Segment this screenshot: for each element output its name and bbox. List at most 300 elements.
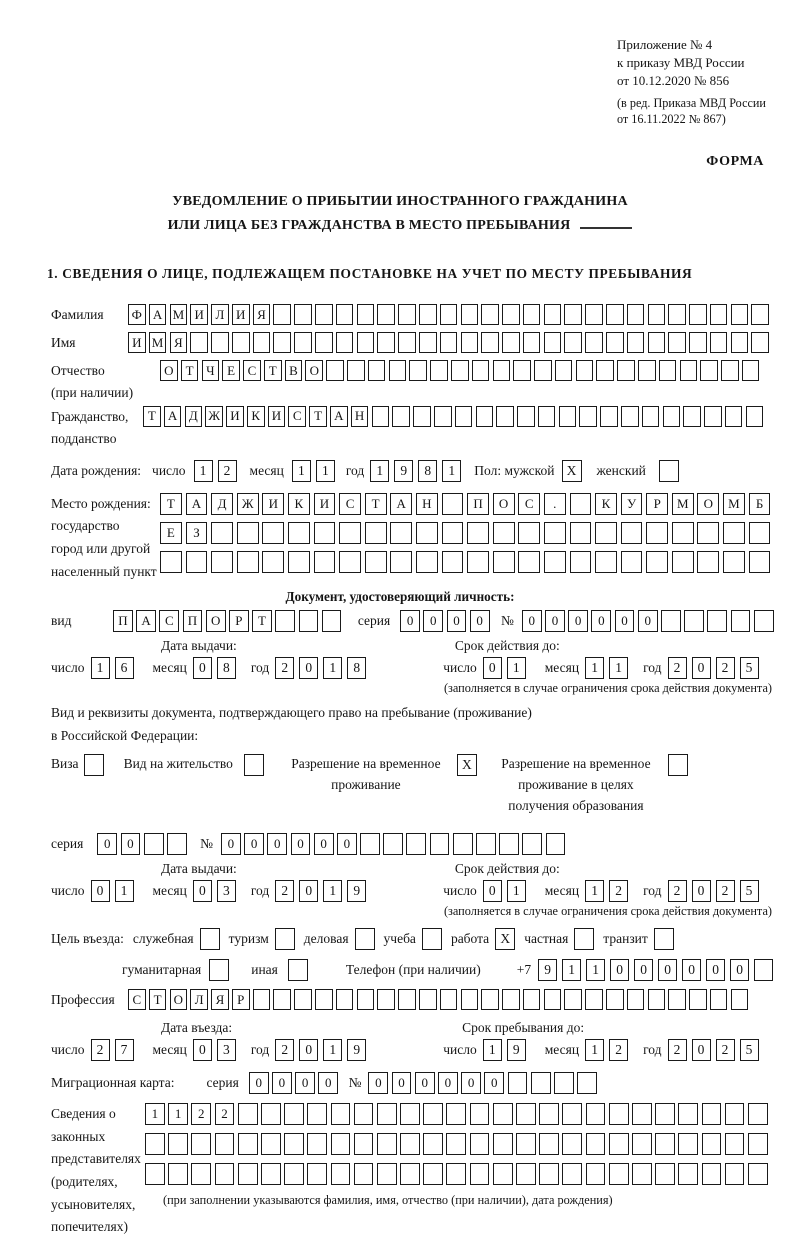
char-box bbox=[453, 833, 473, 855]
char-box: Ч bbox=[202, 360, 220, 381]
char-box: В bbox=[285, 360, 303, 381]
char-box bbox=[496, 406, 514, 427]
char-box bbox=[470, 1103, 490, 1125]
char-box bbox=[400, 1133, 420, 1155]
char-box bbox=[544, 551, 566, 573]
char-box: И bbox=[268, 406, 286, 427]
char-box bbox=[655, 1163, 675, 1185]
char-box: С bbox=[243, 360, 261, 381]
char-box bbox=[168, 1163, 188, 1185]
char-box: Л bbox=[190, 989, 208, 1010]
representatives-labels: Сведения о законных представителях (родителях, усыновителях, попечителях) bbox=[51, 1106, 141, 1235]
purpose-business-checkbox bbox=[355, 928, 375, 950]
char-box bbox=[422, 928, 442, 950]
citizenship-boxes bbox=[143, 406, 766, 427]
char-box: И bbox=[128, 332, 146, 353]
char-box bbox=[723, 551, 745, 573]
char-box: П bbox=[183, 610, 203, 632]
residence-issue-day bbox=[91, 880, 139, 902]
birth-month-boxes bbox=[292, 460, 340, 482]
char-box bbox=[539, 1163, 559, 1185]
char-box: 0 bbox=[682, 959, 701, 981]
char-box bbox=[331, 1163, 351, 1185]
char-box: 1 bbox=[609, 657, 628, 679]
visit-purpose-row2 bbox=[122, 959, 800, 981]
char-box bbox=[493, 360, 511, 381]
char-box bbox=[160, 551, 182, 573]
char-box bbox=[409, 360, 427, 381]
arrival-notification-form bbox=[0, 36, 800, 1235]
sex-female-checkbox bbox=[659, 460, 679, 482]
edu-permit-label: Разрешение на временное проживание в целях получения образования bbox=[501, 756, 651, 814]
char-box bbox=[700, 360, 718, 381]
char-box bbox=[648, 989, 666, 1010]
birth-day-boxes bbox=[194, 460, 242, 482]
year-label: год bbox=[345, 462, 365, 478]
char-box bbox=[315, 304, 333, 325]
char-box bbox=[430, 833, 450, 855]
char-box: Б bbox=[749, 493, 771, 515]
char-box bbox=[554, 1072, 574, 1094]
char-box bbox=[461, 989, 479, 1010]
char-box bbox=[646, 551, 668, 573]
identity-valid-group: число 0 1 месяц 1 1 год 2 0 2 5 bbox=[443, 657, 773, 679]
char-box bbox=[655, 1103, 675, 1125]
edu-permit-option bbox=[491, 754, 688, 817]
sex-male-checkbox bbox=[562, 460, 582, 482]
char-box: 2 bbox=[215, 1103, 235, 1125]
appendix-line: от 10.12.2020 № 856 bbox=[617, 73, 730, 89]
stay-until-group: число 1 9 месяц 1 2 год 2 0 2 5 bbox=[443, 1039, 773, 1061]
char-box bbox=[723, 522, 745, 544]
char-box bbox=[275, 928, 295, 950]
identity-valid-day bbox=[483, 657, 531, 679]
char-box: С bbox=[288, 406, 306, 427]
identity-issue-month bbox=[193, 657, 241, 679]
char-box: 2 bbox=[668, 880, 687, 902]
char-box: Е bbox=[160, 522, 182, 544]
char-box bbox=[606, 989, 624, 1010]
birth-place-row3 bbox=[160, 551, 774, 573]
char-box bbox=[273, 332, 291, 353]
char-box bbox=[368, 360, 386, 381]
char-box bbox=[211, 551, 233, 573]
char-box: К bbox=[288, 493, 310, 515]
purpose-work: работа bbox=[450, 931, 490, 947]
char-box: 0 bbox=[522, 610, 542, 632]
char-box bbox=[516, 1103, 536, 1125]
identity-issue-day bbox=[91, 657, 139, 679]
surname-boxes bbox=[128, 304, 772, 325]
char-box: П bbox=[467, 493, 489, 515]
char-box bbox=[564, 332, 582, 353]
char-box: Т bbox=[160, 493, 182, 515]
sex-label: Пол: мужской bbox=[474, 462, 555, 478]
char-box bbox=[731, 610, 751, 632]
char-box: 0 bbox=[484, 1072, 504, 1094]
char-box bbox=[627, 332, 645, 353]
char-box bbox=[442, 522, 464, 544]
patronymic-label: Отчество (при наличии) bbox=[51, 360, 160, 404]
char-box: 2 bbox=[609, 1039, 628, 1061]
char-box: 0 bbox=[692, 1039, 711, 1061]
char-box bbox=[440, 989, 458, 1010]
char-box bbox=[390, 522, 412, 544]
purpose-other: иная bbox=[251, 962, 278, 978]
char-box: 1 bbox=[292, 460, 311, 482]
char-box: М bbox=[149, 332, 167, 353]
char-box bbox=[400, 1103, 420, 1125]
char-box bbox=[517, 406, 535, 427]
char-box bbox=[440, 304, 458, 325]
char-box: И bbox=[190, 304, 208, 325]
char-box bbox=[294, 989, 312, 1010]
char-box bbox=[446, 1163, 466, 1185]
birth-place-labels: Место рождения: государство город или другой населенный пункт bbox=[51, 493, 160, 585]
char-box bbox=[314, 551, 336, 573]
char-box: 0 bbox=[299, 1039, 318, 1061]
visit-purpose-row bbox=[51, 928, 800, 950]
firstname-row bbox=[51, 332, 800, 353]
migration-card-label: Миграционная карта: bbox=[51, 1075, 175, 1091]
char-box bbox=[392, 406, 410, 427]
char-box bbox=[702, 1103, 722, 1125]
char-box: 1 bbox=[145, 1103, 165, 1125]
restriction-note: (заполняется в случае ограничения срока действия документа) bbox=[443, 681, 772, 696]
char-box bbox=[307, 1133, 327, 1155]
char-box bbox=[419, 332, 437, 353]
char-box: X bbox=[562, 460, 582, 482]
char-box bbox=[574, 928, 594, 950]
char-box bbox=[544, 304, 562, 325]
residence-number-boxes bbox=[221, 833, 569, 855]
char-box bbox=[570, 522, 592, 544]
char-box bbox=[710, 304, 728, 325]
purpose-label: Цель въезда: bbox=[51, 931, 124, 947]
char-box: 0 bbox=[318, 1072, 338, 1094]
char-box: 0 bbox=[692, 880, 711, 902]
char-box bbox=[516, 1133, 536, 1155]
char-box bbox=[232, 332, 250, 353]
char-box bbox=[200, 928, 220, 950]
doc-series-boxes bbox=[400, 610, 493, 632]
char-box bbox=[314, 522, 336, 544]
char-box bbox=[595, 522, 617, 544]
char-box bbox=[539, 1103, 559, 1125]
char-box bbox=[307, 1103, 327, 1125]
birth-date-row bbox=[51, 460, 800, 482]
stay-year bbox=[668, 1039, 764, 1061]
char-box bbox=[579, 406, 597, 427]
char-box bbox=[377, 304, 395, 325]
char-box bbox=[710, 332, 728, 353]
char-box: К bbox=[247, 406, 265, 427]
char-box: 0 bbox=[267, 833, 287, 855]
char-box bbox=[476, 406, 494, 427]
birth-place-block bbox=[51, 493, 800, 585]
char-box: 0 bbox=[299, 657, 318, 679]
char-box: 0 bbox=[291, 833, 311, 855]
char-box bbox=[238, 1163, 258, 1185]
char-box bbox=[430, 360, 448, 381]
surname-label: Фамилия bbox=[51, 306, 104, 322]
char-box bbox=[354, 1163, 374, 1185]
char-box bbox=[678, 1133, 698, 1155]
identity-doc-heading: Документ, удостоверяющий личность: bbox=[285, 589, 515, 605]
char-box bbox=[638, 360, 656, 381]
stay-until-label: Срок пребывания до: bbox=[462, 1020, 585, 1036]
char-box bbox=[331, 1133, 351, 1155]
char-box bbox=[442, 551, 464, 573]
char-box: 0 bbox=[392, 1072, 412, 1094]
char-box: 0 bbox=[415, 1072, 435, 1094]
char-box bbox=[398, 989, 416, 1010]
char-box bbox=[191, 1163, 211, 1185]
temp-permit-option bbox=[282, 754, 477, 796]
char-box bbox=[609, 1163, 629, 1185]
stay-month bbox=[585, 1039, 633, 1061]
patronymic-row bbox=[51, 360, 800, 404]
char-box: 2 bbox=[609, 880, 628, 902]
residence-valid-group: число 0 1 месяц 1 2 год 2 0 2 5 bbox=[443, 880, 773, 902]
residence-doc-date-headers: Дата выдачи: Срок действия до: bbox=[161, 861, 560, 877]
char-box bbox=[167, 833, 187, 855]
amendment-line: от 16.11.2022 № 867) bbox=[617, 112, 726, 127]
char-box bbox=[377, 1133, 397, 1155]
char-box: Н bbox=[351, 406, 369, 427]
char-box bbox=[609, 1133, 629, 1155]
char-box bbox=[493, 551, 515, 573]
char-box: Н bbox=[416, 493, 438, 515]
residence-doc-dates bbox=[51, 880, 800, 902]
char-box bbox=[621, 406, 639, 427]
representatives-row1 bbox=[145, 1103, 771, 1125]
char-box bbox=[748, 1133, 768, 1155]
phone-prefix: +7 bbox=[516, 962, 532, 978]
char-box bbox=[209, 959, 229, 981]
stay-day bbox=[483, 1039, 531, 1061]
char-box: Ф bbox=[128, 304, 146, 325]
char-box bbox=[357, 304, 375, 325]
char-box bbox=[299, 610, 319, 632]
char-box bbox=[446, 1133, 466, 1155]
char-box bbox=[434, 406, 452, 427]
char-box: 8 bbox=[347, 657, 366, 679]
char-box bbox=[502, 332, 520, 353]
char-box: 1 bbox=[442, 460, 461, 482]
char-box bbox=[357, 332, 375, 353]
form-title bbox=[0, 190, 800, 239]
char-box bbox=[562, 1163, 582, 1185]
temp-permit-checkbox bbox=[457, 754, 477, 776]
char-box bbox=[215, 1133, 235, 1155]
char-box: X bbox=[457, 754, 477, 776]
char-box bbox=[632, 1103, 652, 1125]
migration-series-boxes bbox=[249, 1072, 342, 1094]
char-box bbox=[360, 833, 380, 855]
char-box: А bbox=[164, 406, 182, 427]
char-box: 0 bbox=[91, 880, 110, 902]
char-box bbox=[544, 332, 562, 353]
appendix-block bbox=[617, 36, 800, 128]
char-box bbox=[725, 1133, 745, 1155]
char-box: 0 bbox=[368, 1072, 388, 1094]
char-box bbox=[702, 1163, 722, 1185]
char-box bbox=[336, 989, 354, 1010]
char-box: 2 bbox=[668, 657, 687, 679]
char-box: 1 bbox=[507, 657, 526, 679]
char-box: Е bbox=[222, 360, 240, 381]
char-box: А bbox=[390, 493, 412, 515]
char-box bbox=[144, 833, 164, 855]
char-box: . bbox=[544, 493, 566, 515]
char-box: 9 bbox=[538, 959, 557, 981]
char-box bbox=[570, 493, 592, 515]
char-box bbox=[683, 406, 701, 427]
char-box bbox=[562, 1103, 582, 1125]
char-box bbox=[416, 522, 438, 544]
char-box bbox=[406, 833, 426, 855]
char-box: 3 bbox=[217, 880, 236, 902]
char-box bbox=[710, 989, 728, 1010]
char-box bbox=[513, 360, 531, 381]
char-box bbox=[544, 989, 562, 1010]
char-box bbox=[559, 406, 577, 427]
char-box: О bbox=[160, 360, 178, 381]
char-box bbox=[237, 522, 259, 544]
purpose-work-checkbox bbox=[495, 928, 515, 950]
char-box bbox=[253, 332, 271, 353]
char-box bbox=[377, 1163, 397, 1185]
char-box bbox=[322, 610, 342, 632]
char-box bbox=[470, 1163, 490, 1185]
char-box: 9 bbox=[394, 460, 413, 482]
char-box: С bbox=[518, 493, 540, 515]
char-box bbox=[748, 1103, 768, 1125]
residence-issue-year bbox=[275, 880, 371, 902]
char-box bbox=[470, 1133, 490, 1155]
char-box bbox=[400, 1163, 420, 1185]
char-box: Д bbox=[211, 493, 233, 515]
char-box bbox=[446, 1103, 466, 1125]
residence-valid-year bbox=[668, 880, 764, 902]
char-box bbox=[190, 332, 208, 353]
char-box bbox=[564, 304, 582, 325]
char-box: А bbox=[149, 304, 167, 325]
char-box: 3 bbox=[217, 1039, 236, 1061]
char-box bbox=[481, 332, 499, 353]
char-box: 1 bbox=[585, 880, 604, 902]
char-box bbox=[390, 551, 412, 573]
char-box: 0 bbox=[438, 1072, 458, 1094]
birth-place-row1 bbox=[160, 493, 774, 515]
char-box: 0 bbox=[470, 610, 490, 632]
char-box: 9 bbox=[347, 1039, 366, 1061]
char-box bbox=[451, 360, 469, 381]
representatives-rows bbox=[145, 1103, 771, 1208]
char-box: И bbox=[262, 493, 284, 515]
residence-doc-line2: в Российской Федерации: bbox=[51, 728, 199, 744]
char-box bbox=[508, 1072, 528, 1094]
char-box bbox=[609, 1103, 629, 1125]
char-box bbox=[455, 406, 473, 427]
char-box bbox=[555, 360, 573, 381]
char-box bbox=[275, 610, 295, 632]
firstname-label: Имя bbox=[51, 334, 76, 350]
char-box: 8 bbox=[418, 460, 437, 482]
purpose-transit-checkbox bbox=[654, 928, 674, 950]
char-box: 0 bbox=[295, 1072, 315, 1094]
residence-series-boxes bbox=[97, 833, 190, 855]
char-box: 6 bbox=[115, 657, 134, 679]
entry-date-group: число 2 7 месяц 0 3 год 2 0 1 9 bbox=[51, 1039, 381, 1061]
char-box bbox=[261, 1133, 281, 1155]
char-box bbox=[659, 460, 679, 482]
char-box bbox=[339, 551, 361, 573]
char-box bbox=[261, 1163, 281, 1185]
char-box bbox=[502, 989, 520, 1010]
purpose-private: частная bbox=[524, 931, 569, 947]
char-box: С bbox=[128, 989, 146, 1010]
char-box bbox=[168, 1133, 188, 1155]
char-box bbox=[648, 332, 666, 353]
char-box bbox=[751, 304, 769, 325]
char-box: 2 bbox=[275, 1039, 294, 1061]
char-box bbox=[499, 833, 519, 855]
char-box: 1 bbox=[562, 959, 581, 981]
char-box bbox=[365, 522, 387, 544]
residence-doc-series-row: серия 0 0 № 0 0 0 0 0 0 bbox=[51, 833, 800, 855]
char-box bbox=[663, 406, 681, 427]
char-box bbox=[145, 1133, 165, 1155]
identity-valid-month bbox=[585, 657, 633, 679]
char-box: М bbox=[170, 304, 188, 325]
char-box bbox=[731, 304, 749, 325]
char-box bbox=[654, 928, 674, 950]
char-box bbox=[326, 360, 344, 381]
char-box: Ж bbox=[237, 493, 259, 515]
char-box: Д bbox=[185, 406, 203, 427]
char-box bbox=[731, 989, 749, 1010]
char-box: 2 bbox=[91, 1039, 110, 1061]
char-box bbox=[523, 332, 541, 353]
char-box bbox=[754, 610, 774, 632]
char-box: 0 bbox=[249, 1072, 269, 1094]
char-box bbox=[586, 1133, 606, 1155]
profession-boxes bbox=[128, 989, 751, 1010]
char-box: И bbox=[226, 406, 244, 427]
char-box: 0 bbox=[706, 959, 725, 981]
char-box bbox=[586, 1103, 606, 1125]
sex-female-label: женский bbox=[596, 462, 646, 478]
char-box: А bbox=[330, 406, 348, 427]
char-box: 7 bbox=[115, 1039, 134, 1061]
char-box bbox=[307, 1163, 327, 1185]
char-box: 1 bbox=[323, 657, 342, 679]
day-label: число bbox=[152, 462, 186, 478]
char-box: 0 bbox=[568, 610, 588, 632]
char-box: 0 bbox=[638, 610, 658, 632]
char-box: С bbox=[159, 610, 179, 632]
char-box: И bbox=[314, 493, 336, 515]
char-box bbox=[534, 360, 552, 381]
char-box bbox=[539, 1133, 559, 1155]
char-box: 1 bbox=[168, 1103, 188, 1125]
char-box bbox=[595, 551, 617, 573]
birth-place-row2 bbox=[160, 522, 774, 544]
char-box: X bbox=[495, 928, 515, 950]
char-box: 0 bbox=[447, 610, 467, 632]
